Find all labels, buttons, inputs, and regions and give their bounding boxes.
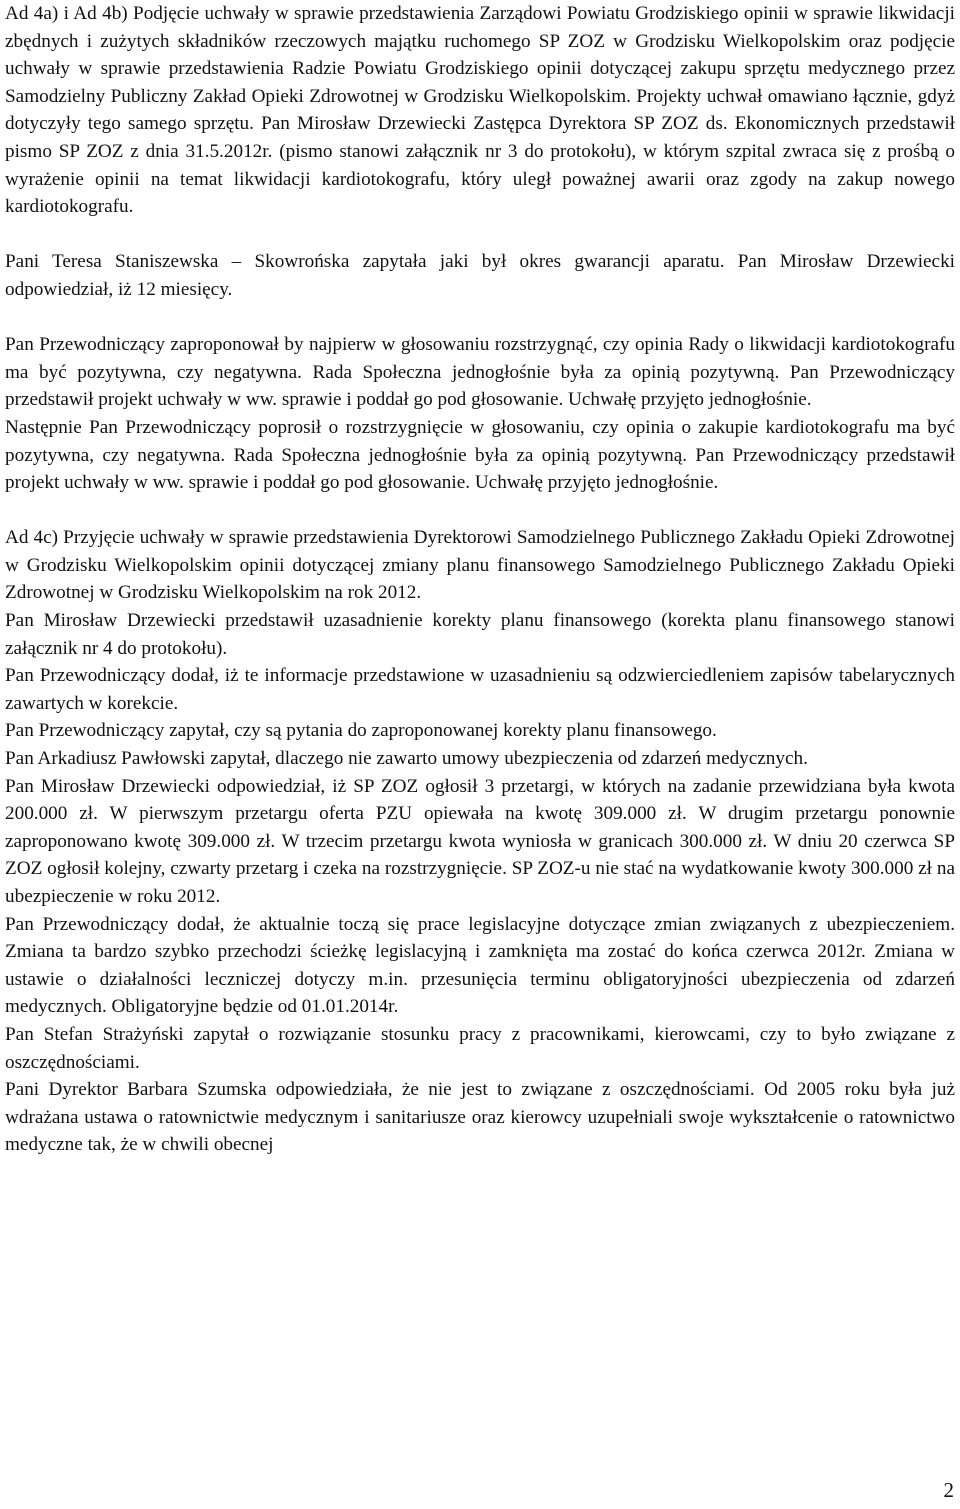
paragraph-employment-question: Pan Stefan Strażyński zapytał o rozwiązanie stosunku pracy z pracownikami, kierowcami, czy to było związane z oszczędnościami. [5,1023,955,1073]
document-page [5,0,955,1159]
page-number: 2 [943,1478,954,1502]
paragraph-tenders-answer: Pan Mirosław Drzewiecki odpowiedział, iż SP ZOZ ogłosił 3 przetargi, w których na zadanie przewidziana była kwota 200.000 zł. W pierwszym przetargu oferta PZU opiewała na kwotę 309.000 zł. W drugim przetargu ponownie zaproponowano kwotę 309.000 zł. W trzecim przetargu kwota wyniosła w granicach 300.000 zł. W dniu 20 czerwca SP ZOZ ogłosił kolejny, czwarty przetarg i czeka na rozstrzygnięcie. SP ZOZ-u nie stać na wydatkowanie kwoty 300.000 zł na ubezpieczenie w roku 2012. [5,775,955,907]
paragraph-legislation: Pan Przewodniczący dodał, że aktualnie toczą się prace legislacyjne dotyczące zmian związanych z ubezpieczeniem. Zmiana ta bardzo szybko przechodzi ścieżkę legislacyjną i zamknięta ma zostać do końca czerwca 2012r. Zmiana w ustawie o działalności leczniczej dotyczy m.in. przesunięcia terminu obligatoryjności ubezpieczenia od zdarzeń medycznych. Obligatoryjne będzie od 01.01.2014r. [5,913,955,1018]
paragraph-vote-purchase: Następnie Pan Przewodniczący poprosił o rozstrzygnięcie w głosowaniu, czy opinia o zakupie kardiotokografu ma być pozytywna, czy negatywna. Rada Społeczna jednogłośnie była za opinią pozytywną. Pan Przewodniczący przedstawił projekt uchwały w ww. sprawie i poddał go pod głosowanie. Uchwałę przyjęto jednogłośnie. [5,416,955,494]
paragraph-plan-justification: Pan Mirosław Drzewiecki przedstawił uzasadnienie korekty planu finansowego (korekta planu finansowego stanowi załącznik nr 4 do protokołu). [5,610,955,659]
paragraph-spacer [5,221,955,249]
paragraph-agenda-4c: Ad 4c) Przyjęcie uchwały w sprawie przedstawienia Dyrektorowi Samodzielnego Publicznego Zakładu Opieki Zdrowotnej w Grodzisku Wielkopolskim opinii dotyczącej zmiany planu finansowego Samodzielnego Publicznego Zakładu Opieki Zdrowotnej w Grodzisku Wielkopolskim na rok 2012. [5,527,955,604]
paragraph-chairman-question: Pan Przewodniczący zapytał, czy są pytania do zaproponowanej korekty planu finansowego. [5,720,717,742]
paragraph-insurance-question: Pan Arkadiusz Pawłowski zapytał, dlaczego nie zawarto umowy ubezpieczenia od zdarzeń medycznych. [5,748,808,770]
paragraph-chairman-addition: Pan Przewodniczący dodał, iż te informacje przedstawione w uzasadnieniu są odzwierciedleniem zapisów tabelarycznych zawartych w korekcie. [5,665,955,714]
paragraph-vote-liquidation: Pan Przewodniczący zaproponował by najpierw w głosowaniu rozstrzygnąć, czy opinia Rady o likwidacji kardiotokografu ma być pozytywna, czy negatywna. Rada Społeczna jednogłośnie była za opinią pozytywną. Pan Przewodniczący przedstawił projekt uchwały w ww. sprawie i poddał go pod głosowanie. Uchwałę przyjęto jednogłośnie. [5,334,955,411]
paragraph-agenda-4ab: Ad 4a) i Ad 4b) Podjęcie uchwały w sprawie przedstawienia Zarządowi Powiatu Grodziskiego opinii w sprawie likwidacji zbędnych i zużytych składników rzeczowych majątku ruchomego SP ZOZ w Grodzisku Wielkopolskim oraz podjęcie uchwały w sprawie przedstawienia Radzie Powiatu Grodziskiego opinii dotyczącej zakupu sprzętu medycznego przez Samodzielny Publiczny Zakład Opieki Zdrowotnej w Grodzisku Wielkopolskim. Projekty uchwał omawiano łącznie, gdyż dotyczyły tego samego sprzętu. Pan Mirosław Drzewiecki Zastępca Dyrektora SP ZOZ ds. Ekonomicznych przedstawił pismo SP ZOZ z dnia 31.5.2012r. (pismo stanowi załącznik nr 3 do protokołu), w którym szpital zwraca się z prośbą o wyrażenie opinii na temat likwidacji kardiotokografu, który uległ poważnej awarii oraz zgody na zakup nowego kardiotokografu. [5,3,955,218]
paragraph-warranty-question: Pani Teresa Staniszewska – Skowrońska zapytała jaki był okres gwarancji aparatu. Pan Mirosław Drzewiecki odpowiedział, iż 12 miesięcy. [5,251,955,300]
paragraph-director-answer: Pani Dyrektor Barbara Szumska odpowiedziała, że nie jest to związane z oszczędnościami. Od 2005 roku była już wdrażana ustawa o ratownictwie medycznym i sanitariusze oraz kierowcy uzupełniali swoje wykształcenie o ratownictwo medyczne tak, że w chwili obecnej [5,1079,955,1156]
paragraph-spacer [5,497,955,525]
paragraph-spacer [5,304,955,332]
